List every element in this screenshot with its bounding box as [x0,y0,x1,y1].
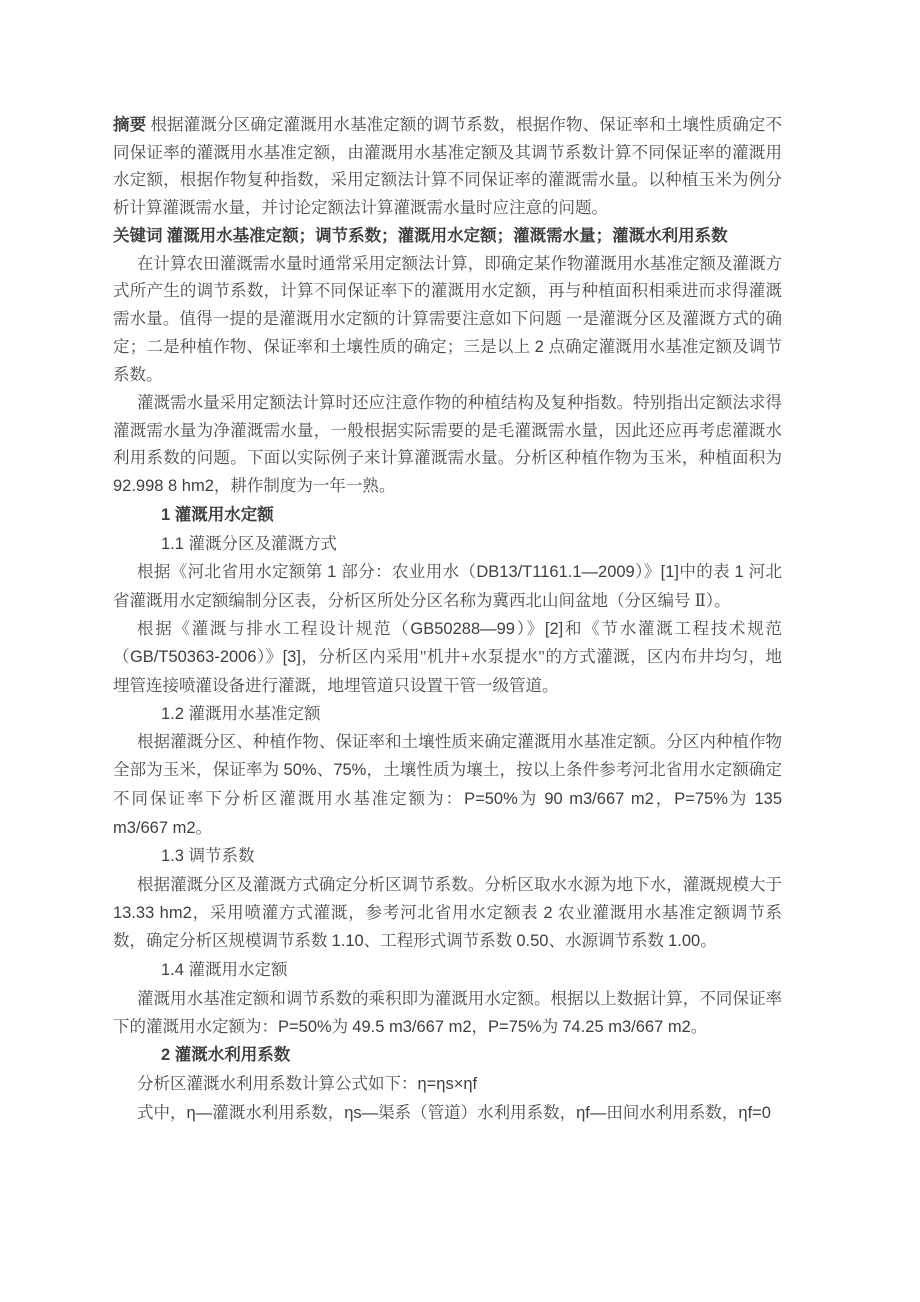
text-run: 根据《灌溉与排水工程设计规范（GB50288—99）》[2]和《节水灌溉工程技术规范（GB/T50363-2006）》[3]，分析区内采用"机井+水泵提水"的方式灌溉，区内布井均匀，地埋管连接喷灌设备进行灌溉，地埋管道只设置干管一级管道。 [113,618,783,696]
text-run: 灌溉需水量采用定额法计算时还应注意作物的种植结构及复种指数。特别指出定额法求得灌溉需水量为净灌溉需水量，一般根据实际需要的是毛灌溉需水量，因此还应再考虑灌溉水利用系数的问题。下面以实际例子来计算灌溉需水量。分析区种植作物为玉米，种植面积为 92.998 8 hm2，耕作制度为一年一熟。 [113,393,782,496]
latin-text-run: 2 [534,337,549,356]
latin-text-run: 92.998 8 hm2 [113,477,214,496]
latin-text-run: 1.2 [161,704,189,723]
text-run: 根据灌溉分区确定灌溉用水基准定额的调节系数，根据作物、保证率和土壤性质确定不同保证率的灌溉用水基准定额，由灌溉用水基准定额及其调节系数计算不同保证率的灌溉用水定额，根据作物复种指数，采用定额法计算不同保证率的灌溉需水量。以种植玉米为例分析计算灌溉需水量，并讨论定额法计算灌溉需水量时应注意的问题。 [113,115,783,218]
paragraph-subheading-1-1 [113,530,782,559]
latin-text-run: 1 [161,505,175,524]
paragraph-heading-1 [113,501,782,530]
text-run: 式中，η—灌溉水利用系数，ηs—渠系（管道）水利用系数，ηf—田间水利用系数，ηf=0 [137,1102,771,1122]
paragraph-subheading-1-3 [113,842,782,871]
latin-text-run: 90 m3/667 m2 [544,789,654,808]
latin-text-run: P=75% [488,1017,542,1036]
latin-text-run: 13.33 hm2 [113,903,192,922]
latin-text-run: P=75% [674,789,728,808]
text-run: 1.2 灌溉用水基准定额 [161,703,321,723]
paragraph-section-1-2-text [113,728,782,842]
paragraph-keywords [113,222,782,250]
latin-text-run: 135 m3/667 m2 [113,789,783,837]
text-run: 分析区灌溉水利用系数计算公式如下：η=ηs×ηf [137,1073,478,1093]
paragraph-subheading-1-4 [113,956,782,985]
latin-text-run: 1.4 [161,961,189,980]
latin-text-run: η=ηs×ηf [417,1074,478,1093]
bold-text-run: 摘要 [113,115,147,134]
text-run: 1.4 灌溉用水定额 [161,960,288,980]
latin-text-run: 1.10 [331,932,364,951]
paragraph-section-1-4-text [113,985,782,1041]
latin-text-run: ηf=0 [738,1103,771,1122]
text-run: 1.1 灌溉分区及灌溉方式 [161,533,338,553]
paragraph-section-1-3-text [113,871,782,956]
latin-text-run: GB/T50363-2006 [129,648,257,667]
latin-text-run: 2 [543,903,558,922]
latin-text-run: GB50288—99 [410,619,515,638]
paragraph-section-2-formula [113,1070,782,1099]
bold-text-run: 1 灌溉用水定额 [161,504,274,524]
latin-text-run: 1.1 [161,534,189,553]
latin-text-run: ηs— [344,1103,379,1122]
latin-text-run: 1.00 [668,932,701,951]
paragraph-abstract [113,111,782,222]
latin-text-run: 2 [161,1046,175,1065]
paragraph-section-1-1-text [113,558,782,614]
text-run: 在计算农田灌溉需水量时通常采用定额法计算，即确定某作物灌溉用水基准定额及灌溉方式所产生的调节系数，计算不同保证率下的灌溉用水定额，再与种植面积相乘进而求得灌溉需水量。值得一提的是灌溉用水定额的计算需要注意如下问题 一是灌溉分区及灌溉方式的确定；二是种植作物、保证率和土壤性质的确定；三是以上 2 点确定灌溉用水基准定额及调节系数。 [113,253,783,385]
paragraph-intro-1 [113,250,782,390]
paragraph-heading-2 [113,1041,782,1070]
paragraph-section-1-1-text-2 [113,615,782,700]
latin-text-run: [2] [544,619,564,638]
text-run: 根据《河北省用水定额第 1 部分：农业用水（DB13/T1161.1—2009）》[1]中的表 1 河北省灌溉用水定额编制分区表，分析区所处分区名称为冀西北山间盆地（分区编号 Ⅱ）。 [113,562,783,610]
latin-text-run: η— [186,1103,213,1122]
paragraph-intro-2 [113,389,782,501]
text-run: 根据灌溉分区及灌溉方式确定分析区调节系数。分析区取水水源为地下水，灌溉规模大于 13.33 hm2，采用喷灌方式灌溉，参考河北省用水定额表 2 农业灌溉用水基准定额调节系数，确定分析区规模调节系数 1.10、工程形式调节系数 0.50、水源调节系数 1.00。 [113,874,783,951]
paragraph-section-2-formula-note [113,1099,782,1128]
latin-text-run: 75% [333,761,367,780]
latin-text-run: [1] [660,563,679,582]
latin-text-run: ηf— [576,1103,607,1122]
latin-text-run: P=50% [278,1017,332,1036]
text-run: 1.3 调节系数 [161,846,255,866]
paragraph-subheading-1-2 [113,700,782,729]
latin-text-run: 1 [734,563,749,582]
document-body [113,111,782,1127]
latin-text-run: 1 [327,563,342,582]
latin-text-run: 0.50 [516,932,549,951]
latin-text-run: 49.5 m3/667 m2 [352,1017,472,1036]
text-run: 根据灌溉分区、种植作物、保证率和土壤性质来确定灌溉用水基准定额。分区内种植作物全部为玉米，保证率为 50%、75%，土壤性质为壤土，按以上条件参考河北省用水定额确定不同保证率下分析区灌溉用水基准定额为：P=50%为 90 m3/667 m2，P=75%为 135 m3/667 m2。 [113,732,783,837]
latin-text-run: 50% [283,761,317,780]
bold-text-run: 关键词 灌溉用水基准定额；调节系数；灌溉用水定额；灌溉需水量；灌溉水利用系数 [113,225,728,245]
latin-text-run: P=50% [464,789,518,808]
latin-text-run: 74.25 m3/667 m2 [562,1017,691,1036]
latin-text-run: DB13/T1161.1—2009 [476,563,635,582]
latin-text-run: [3] [282,648,301,667]
text-run: 灌溉用水基准定额和调节系数的乘积即为灌溉用水定额。根据以上数据计算，不同保证率下的灌溉用水定额为：P=50%为 49.5 m3/667 m2，P=75%为 74.25 m3/667 m2。 [113,988,782,1036]
latin-text-run: 1.3 [161,847,189,866]
bold-text-run: 2 灌溉水利用系数 [161,1045,291,1065]
